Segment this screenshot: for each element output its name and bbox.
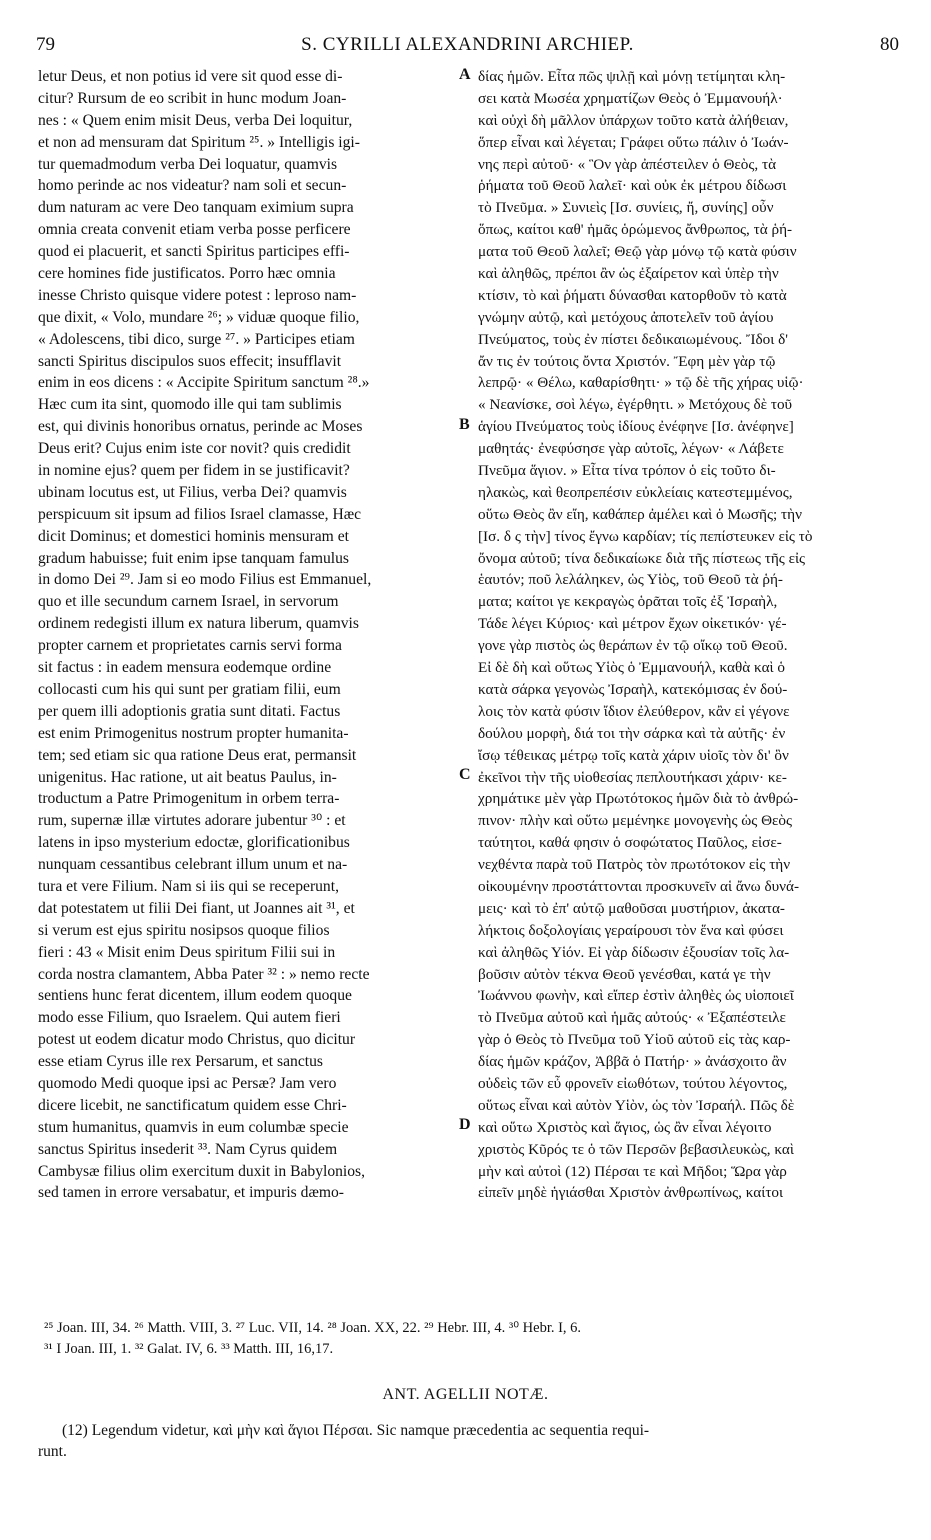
greek-text-line: καὶ ἀληθῶς Υἱόν. Εἰ γὰρ δίδωσιν ἐξουσίαν τοῖς λα- <box>478 943 790 961</box>
latin-text-line: quod ei placuerit, et sancti Spiritus participes effi- <box>38 243 350 261</box>
greek-text-line: ἑαυτόν; ποῦ λελάληκεν, ὡς Υἱὸς, τοῦ Θεοῦ τὰ ῥή- <box>478 571 783 589</box>
latin-text-line: rum, supernæ illæ virtutes adorare jubentur ³⁰ : et <box>38 812 346 830</box>
latin-text-line: cere homines fide justificatos. Porro hæc omnia <box>38 265 336 283</box>
latin-column <box>38 66 454 1204</box>
greek-text-line: χριστὸς Κῦρός τε ὁ τῶν Περσῶν βεβασιλευκὼς, καὶ <box>478 1140 794 1158</box>
latin-text-line: omnia creata convenit etiam verba posse perficere <box>38 221 351 239</box>
greek-text-line: νεχθέντα παρὰ τοῦ Πατρὸς τὸν πρωτότοκον εἰς τὴν <box>478 856 791 874</box>
greek-text-line: « Νεανίσκε, σοὶ λέγω, ἐγέρθητι. » Μετόχους δὲ τοῦ <box>478 396 793 414</box>
latin-text-line: fieri : 43 « Misit enim Deus spiritum Filii sui in <box>38 943 336 961</box>
section-marker-a: A <box>459 66 471 83</box>
running-header <box>36 34 899 60</box>
latin-text-line: gradum habuisse; fuit enim ipse tanquam famulus <box>38 549 349 567</box>
greek-text-line: λεπρῷ· « Θέλω, καθαρίσθητι· » τῷ δὲ τῆς χήρας υἱῷ· <box>478 374 804 392</box>
latin-text-line: « Adolescens, tibi dico, surge ²⁷. » Participes etiam <box>38 330 355 348</box>
running-title: S. CYRILLI ALEXANDRINI ARCHIEP. <box>301 34 634 55</box>
greek-text-line: ταύτητοι, καθά φησιν ὁ σοφώτατος Παῦλος, εἰσε- <box>478 834 782 852</box>
latin-text-line: Cambysæ filius olim exercitum duxit in Babylonios, <box>38 1162 366 1180</box>
left-page-number: 79 <box>36 34 55 55</box>
latin-text-line: ordinem redegisti illum ex natura liberum, quamvis <box>38 615 359 633</box>
latin-text-line: unigenitus. Hac ratione, ut ait beatus Paulus, in- <box>38 768 337 786</box>
greek-text-line: γνώμην αὐτῷ, καὶ μετόχους ἀποτελεῖν τοῦ ἁγίου <box>478 308 774 326</box>
footnote-line: ²⁵ Joan. III, 34. ²⁶ Matth. VIII, 3. ²⁷ Luc. VII, 14. ²⁸ Joan. XX, 22. ²⁹ Hebr. III, 4. ³⁰ Hebr. I, 6. <box>44 1320 582 1336</box>
greek-text-line: ἐκεῖνοι τὴν τῆς υἱοθεσίας πεπλουτήκασι χάριν· κε- <box>478 768 787 786</box>
latin-text-line: sit factus : in eadem mensura eodemque ordine <box>38 659 332 677</box>
latin-text-line: sentiens hunc ferat dicentem, illum eodem quoque <box>38 987 352 1005</box>
greek-text-line: οὕτως εἶναι καὶ αὐτὸν Υἱὸν, ὡς τὸν Ἰσραήλ. Πῶς δὲ <box>478 1096 795 1114</box>
greek-text-line: ὅπως, καίτοι καθ' ἡμᾶς ὁρώμενος ἄνθρωπος, τὰ ῥή- <box>478 221 793 239</box>
section-marker-c: C <box>459 766 471 783</box>
greek-text-line: ἁγίου Πνεύματος τοὺς ἰδίους ἐνέφηνε [Ισ. ἀνέφηνε] <box>478 418 794 436</box>
greek-text-line: Πνεῦμα ἅγιον. » Εἶτα τίνα τρόπον ὁ εἰς τοῦτο δι- <box>478 462 776 480</box>
greek-text-line: [Ισ. δ ς τὴν] τίνος ἔγνω καρδίαν; τίς πεπίστευκεν εἰς τὸ <box>478 527 813 545</box>
latin-text-line: tur quemadmodum verba Dei loquatur, quamvis <box>38 155 338 173</box>
latin-text-line: collocasti cum his qui sunt per gratiam filii, eum <box>38 680 341 698</box>
greek-text-line: γονε γὰρ πιστὸς ὡς θεράπων ἐν τῷ οἴκῳ τοῦ Θεοῦ. <box>478 637 788 655</box>
notes-title: ANT. AGELLII NOTÆ. <box>382 1386 549 1403</box>
greek-text-line: οὐδεὶς τῶν εὖ φρονεῖν εἰωθότων, τούτου λέγοντος, <box>478 1074 788 1092</box>
latin-text-line: inesse Christo quisque videre potest : leproso nam- <box>38 286 357 304</box>
greek-text-line: μαθητάς· ἐνεφύσησε γὰρ αὐτοῖς, λέγων· « Λάβετε <box>478 440 784 458</box>
latin-text-line: dat potestatem ut filii Dei fiant, ut Joannes ait ³¹, et <box>38 899 355 917</box>
greek-text-line: πινον· πλὴν καὶ οὕτω μεμένηκε μονογενὴς ὡς Θεὸς <box>478 812 793 830</box>
section-marker-b: B <box>459 416 470 433</box>
latin-text-line: Hæc cum ita sint, quomodo ille qui tam sublimis <box>38 396 342 414</box>
latin-text-line: sed tamen in errore versabatur, et impuris dæmo- <box>38 1184 344 1202</box>
greek-text-line: δίας ἡμῶν. Εἶτα πῶς ψιλῇ καὶ μόνῃ τετίμηται κλη- <box>478 68 786 85</box>
greek-text-line: τὸ Πνεῦμα. » Συνιεὶς [Ισ. συνίεις, ἤ, συνίης] οὖν <box>478 199 774 217</box>
greek-text-line: καὶ ἀληθῶς, πρέποι ἂν ὡς ἐξαίρετον καὶ ὑπὲρ τὴν <box>478 265 779 283</box>
greek-text-line: λήκτοις δοξολογίαις γεραίρουσι τὸν ἕνα καὶ φύσει <box>478 921 784 939</box>
latin-text-line: latens in ipso mysterium edoctæ, glorificationibus <box>38 834 350 852</box>
greek-column <box>478 66 894 1204</box>
note-line: runt. <box>38 1443 67 1460</box>
latin-text-line: esse etiam Cyrus ille rex Persarum, et sanctus <box>38 1053 323 1071</box>
greek-text-line: χρημάτικε μὲν γὰρ Πρωτότοκος ἡμῶν διὰ τὸ ἀνθρώ- <box>478 790 799 808</box>
greek-text-line: μεις· καὶ τὸ ἐπ' αὐτῷ μαθοῦσαι μυστήριον, ἀκατα- <box>478 899 785 917</box>
right-page-number: 80 <box>880 34 899 55</box>
greek-text-line: δίας ἡμῶν κράζον, Ἀββᾶ ὁ Πατήρ· » ἀνάσχοιτο ἂν <box>478 1053 787 1071</box>
greek-text-line: τὸ Πνεῦμα αὐτοῦ καὶ ἡμᾶς αὐτούς· « Ἐξαπέστειλε <box>478 1009 786 1027</box>
latin-text-line: nes : « Quem enim misit Deus, verba Dei loquitur, <box>38 111 353 129</box>
greek-text-line: Πνεύματος, τοὺς ἐν πίστει δεδικαιωμένους. Ἴδοι δ' <box>478 330 788 348</box>
greek-text-line: Τάδε λέγει Κύριος· καὶ μέτρον ἔχων οἰκετικόν· γέ- <box>478 615 787 633</box>
latin-text-line: modo esse Filium, quo Israelem. Qui autem fieri <box>38 1009 341 1027</box>
greek-text-line: οὕτω Θεὸς ἂν εἴη, καθάπερ ἀμέλει καὶ ὁ Μωσῆς; τὴν <box>478 505 802 523</box>
greek-text-line: ματα τοῦ Θεοῦ λαλεῖ; Θεῷ γὰρ μόνῳ τῷ κατὰ φύσιν <box>478 243 797 261</box>
latin-text-line: stum humanitus, quamvis in eum columbæ specie <box>38 1118 349 1136</box>
latin-text-line: est enim Primogenitus nostrum propter humanita- <box>38 724 349 742</box>
latin-text-line: et non ad mensuram dat Spiritum ²⁵. » Intelligis igi- <box>38 133 360 151</box>
greek-text-line: γὰρ ὁ Θεὸς τὸ Πνεῦμα τοῦ Υἱοῦ αὐτοῦ εἰς τὰς καρ- <box>478 1031 791 1049</box>
note-line: (12) Legendum videtur, καὶ μὴν καὶ ἅγιοι Πέρσαι. Sic namque præcedentia ac sequentia requi- <box>62 1422 650 1439</box>
latin-text-line: nunquam cessantibus celebrant illum unum et na- <box>38 856 348 874</box>
greek-text-line: καὶ οὕτω Χριστὸς καὶ ἅγιος, ὡς ἂν εἶναι λέγοιτο <box>478 1118 772 1136</box>
greek-text-line: Εἰ δὲ δὴ καὶ οὕτως Υἱὸς ὁ Ἐμμανουήλ, καθὰ καὶ ὁ <box>478 659 785 677</box>
greek-text-line: Ἰωάννου φωνὴν, καὶ εἴπερ ἐστὶν ἀληθὲς ὡς υἱοποιεῖ <box>478 987 794 1005</box>
latin-text-line: letur Deus, et non potius id vere sit quod esse di- <box>38 68 343 85</box>
greek-text-line: ἴσῳ τέθεικας μέτρῳ τοῖς κατὰ χάριν υἱοῖς τὸν δι' ὃν <box>478 746 789 764</box>
latin-text-line: corda nostra clamantem, Abba Pater ³² : » nemo recte <box>38 965 370 983</box>
greek-text-line: κατὰ σάρκα γεγονὼς Ἰσραὴλ, κατεκόμισας ἐν δού- <box>478 680 788 698</box>
latin-text-line: propter carnem et proprietates carnis servi forma <box>38 637 342 655</box>
greek-text-line: ὅπερ εἶναι καὶ λέγεται; Γράφει οὕτω πάλιν ὁ Ἰωάν- <box>478 133 789 151</box>
latin-text-line: est, qui divinis honoribus ornatus, perinde ac Moses <box>38 418 363 436</box>
latin-text-line: tem; sed etiam sic qua ratione Deus erat, permansit <box>38 746 357 764</box>
greek-text-line: ἄν τις ἐν τούτοις ὄντα Χριστόν. Ἔφη μὲν γὰρ τῷ <box>478 352 776 370</box>
greek-text-line: ῥήματα τοῦ Θεοῦ λαλεῖ· καὶ οὐκ ἐκ μέτρου δίδωσι <box>478 177 787 195</box>
greek-text-line: ματα; καίτοι γε κεκραγὼς ὁρᾶται τοῖς ἐξ Ἰσραὴλ, <box>478 593 778 611</box>
latin-text-line: perspicuum sit ipsum ad filios Israel clamasse, Hæc <box>38 505 362 523</box>
greek-text-line: ὄνομα αὐτοῦ; τίνα δεδικαίωκε διὰ τῆς πίστεως τῆς εἰς <box>478 549 806 567</box>
latin-text-line: que dixit, « Volo, mundare ²⁶; » viduæ quoque filio, <box>38 308 360 326</box>
latin-text-line: citur? Rursum de eo scribit in hunc modum Joan- <box>38 89 347 107</box>
greek-text-line: καὶ οὐχὶ δὴ μᾶλλον ὑπάρχων τοῦτο κατὰ ἀλήθειαν, <box>478 111 789 129</box>
greek-text-line: οἰκουμένην προστάττονται προσκυνεῖν αἱ ἄνω δυνά- <box>478 877 800 895</box>
greek-text-line: βοῦσιν αὐτὸν τέκνα Θεοῦ γενέσθαι, κατά γε τὴν <box>478 965 771 983</box>
greek-text-line: εἰπεῖν μηδὲ ἡγιάσθαι Χριστὸν ἀνθρωπίνως, καίτοι <box>478 1184 784 1202</box>
latin-text-line: sancti Spiritus discipulos suos effecit; insufflavit <box>38 352 342 370</box>
latin-text-line: per quem illi adoptionis gratia sunt ditati. Factus <box>38 702 341 720</box>
latin-text-line: quomodo Medi quoque ipsi ac Persæ? Jam vero <box>38 1074 337 1092</box>
greek-text-line: δούλου μορφὴ, διά τοι τὴν σάρκα καὶ τὰ αὐτῆς· ἐν <box>478 724 786 742</box>
latin-text-line: enim in eos dicens : « Accipite Spiritum sanctum ²⁸.» <box>38 374 370 392</box>
latin-text-line: quo et ille secundum carnem Israel, in servorum <box>38 593 339 611</box>
latin-text-line: homo perinde ac nos videatur? nam soli et secun- <box>38 177 347 195</box>
latin-text-line: si verum est ejus spiritu nosipsos quoque filios <box>38 921 330 939</box>
latin-text-line: in nomine ejus? quem per fidem in se justificavit? <box>38 462 350 480</box>
latin-text-line: Deus erit? Cujus enim iste cor novit? quis credidit <box>38 440 351 458</box>
greek-text-line: κτίσιν, τὸ καὶ ῥήματι δύνασθαι κατορθοῦν τὸ κατὰ <box>478 286 787 304</box>
latin-text-line: tura et vere Filium. Nam si iis qui se receperunt, <box>38 877 339 895</box>
latin-text-line: dicit Dominus; et domestici hominis mensuram et <box>38 527 349 545</box>
latin-text-line: in domo Dei ²⁹. Jam si eo modo Filius est Emmanuel, <box>38 571 372 589</box>
greek-text-line: ηλακὼς, καὶ θεοπρεπέσιν εὐκλείαις κατεστεμμένος, <box>478 483 793 501</box>
latin-text-line: potest ut eodem dicatur modo Christus, quo dicitur <box>38 1031 356 1049</box>
latin-text-line: sanctus Spiritus insederit ³³. Nam Cyrus quidem <box>38 1140 338 1158</box>
section-marker-d: D <box>459 1116 471 1133</box>
greek-text-line: νης περὶ αὐτοῦ· « Ὃν γὰρ ἀπέστειλεν ὁ Θεὸς, τὰ <box>478 155 777 173</box>
latin-text-line: dum naturam ac vere Deo tanquam eximium supra <box>38 199 354 217</box>
latin-text-line: dicere licebit, ne sanctificatum quidem esse Chri- <box>38 1096 347 1114</box>
greek-text-line: λοις τὸν κατὰ φύσιν ἴδιον ἐλεύθερον, κἂν εἰ γέγονε <box>478 702 790 720</box>
latin-text-line: ubinam locutus est, ut Filius, verba Dei? quamvis <box>38 483 347 501</box>
footnote-line: ³¹ I Joan. III, 1. ³² Galat. IV, 6. ³³ Matth. III, 16,17. <box>44 1341 334 1357</box>
greek-text-line: μὴν καὶ αὐτοὶ (12) Πέρσαι τε καὶ Μῆδοι; Ὥρα γὰρ <box>478 1162 787 1180</box>
greek-text-line: σει κατὰ Μωσέα χρηματίζων Θεὸς ὁ Ἐμμανουήλ· <box>478 89 783 107</box>
latin-text-line: troductum a Patre Primogenitum in orbem terra- <box>38 790 340 808</box>
